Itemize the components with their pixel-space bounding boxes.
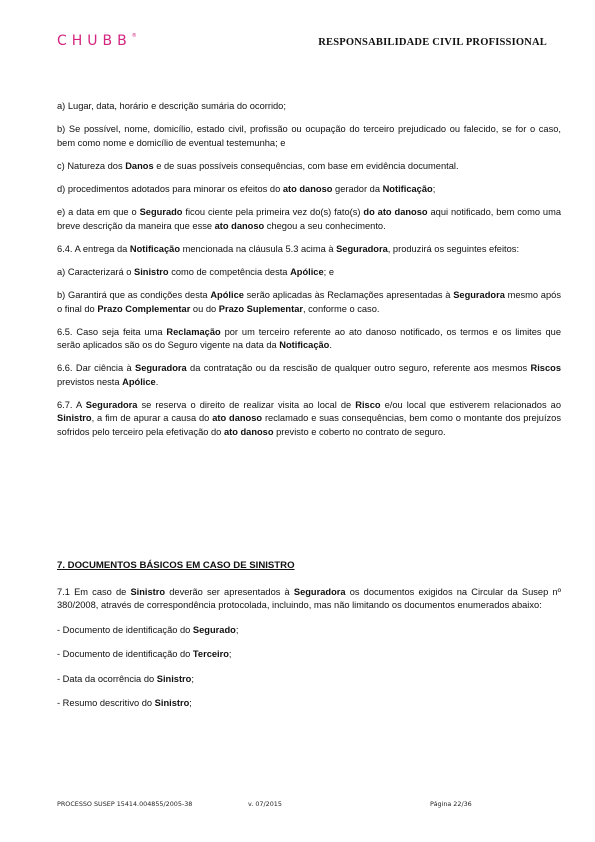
text-run: a) Lugar, data, horário e descrição sumária do ocorrido; [57,101,286,111]
text-run: b) Se possível, nome, domicílio, estado civil, profissão ou ocupação do terceiro prejudicado ou falecido, se for o caso, bem como nome e domicílio de eventual testemunha; e [57,124,561,148]
paragraph [57,243,561,256]
paragraph [57,100,561,113]
bold-term: Notificação [279,340,330,351]
bold-term: Risco [355,400,381,411]
bold-term: Apólice [210,290,244,301]
bold-term: Sinistro [57,413,92,424]
paragraph [57,206,561,233]
text-run: mencionada na cláusula 5.3 acima à [180,243,337,254]
bold-term: Sinistro [156,673,192,684]
text-run: b) Garantirá que as condições desta [57,290,211,301]
section-title: 7. DOCUMENTOS BÁSICOS EM CASO DE SINISTRO [57,560,295,571]
text-run: os documentos exigidos na Circular da Susep nº 380/2008, através de correspondência protocolada, incluindo, mas não limitando os documentos enumerados abaixo: [57,587,561,611]
section-body-text [57,586,561,721]
paragraph [57,326,561,353]
bold-term: Apólice [122,376,156,387]
text-run: gerador da [332,184,383,195]
bold-term: Seguradora [336,243,388,254]
bold-term: Sinistro [134,267,169,278]
bold-term: ato danoso [282,184,333,195]
text-run: se reserva o direito de realizar visita ao local de [137,400,356,411]
text-run: e de suas possíveis consequências, com base em evidência documental. [153,160,459,171]
paragraph [57,362,561,389]
bold-term: Seguradora [85,400,138,411]
footer-version: v. 07/2015 [248,800,282,808]
text-run: ; [228,649,232,660]
text-run: 7.1 Em caso de [57,587,131,597]
document-title: RESPONSABILIDADE CIVIL PROFISSIONAL [318,37,547,48]
bold-term: do ato danoso [363,207,428,218]
bold-term: Prazo Suplementar [218,303,303,314]
paragraph [57,673,561,686]
text-run: ; [189,698,192,709]
paragraph [57,160,561,173]
logo-trademark: ® [131,33,137,39]
bold-term: Terceiro [192,649,229,660]
paragraph [57,266,561,279]
paragraph [57,183,561,196]
logo-text: CHUBB [57,33,132,49]
bold-term: ato danoso [212,413,263,424]
text-run: ficou ciente pela primeira vez do(s) fato(s) [182,207,364,218]
text-run: como de competência desta [168,267,291,278]
text-run: previsto e coberto no contrato de seguro. [273,426,446,437]
footer-process: PROCESSO SUSEP 15414.004855/2005-38 [57,800,193,808]
bold-term: Danos [125,160,154,171]
text-run: . [155,376,159,387]
paragraph [57,289,561,316]
text-run: chegou a seu conhecimento. [264,220,386,231]
bold-term: Reclamação [166,326,221,337]
text-run: a) Caracterizará o [57,267,134,278]
text-run: mesmo após o final do [57,290,561,314]
bold-term: Riscos [530,363,561,374]
text-run: 6.4. A entrega da [57,243,130,254]
text-run: . [329,340,332,351]
bold-term: Seguradora [293,587,346,597]
text-run: - Documento de identificação do [57,624,193,635]
text-run: c) Natureza dos [57,160,126,171]
text-run: da contratação ou da rescisão de qualquer outro seguro, referente aos mesmos [186,363,531,374]
paragraph [57,648,561,661]
text-run: d) procedimentos adotados para minorar os efeitos do [57,184,283,195]
text-run: 6.5. Caso seja feita uma [57,326,167,337]
text-run: ; e [323,267,334,278]
text-run: - Resumo descritivo do [57,698,155,709]
text-run: previstos nesta [57,376,123,387]
bold-term: Sinistro [130,587,166,597]
bold-term: Segurado [139,207,183,218]
bold-term: ato danoso [214,220,265,231]
text-run: e/ou local que estiverem relacionados ao [380,400,561,411]
bold-term: Notificação [129,243,181,254]
text-run: 6.7. A [57,400,86,411]
text-run: , a fim de apurar a causa do [91,413,213,424]
bold-term: Seguradora [135,363,187,374]
bold-term: Apólice [290,267,324,278]
footer-page-number: Página 22/36 [430,800,472,808]
text-run: aqui notificado, bem como uma breve descrição da maneira que esse [57,207,561,231]
text-run: - Data da ocorrência do [57,673,157,684]
paragraph [57,586,561,613]
text-run: ; [432,184,436,195]
text-run: - Documento de identificação do [57,649,193,660]
text-run: , produzirá os seguintes efeitos: [387,243,520,254]
bold-term: Prazo Complementar [97,303,191,314]
paragraph [57,624,561,637]
bold-term: Seguradora [453,290,505,301]
text-run: 6.6. Dar ciência à [57,363,135,374]
text-run: ou do [190,303,219,314]
bold-term: Notificação [382,184,433,195]
text-run: por um terceiro referente ao ato danoso notificado, os termos e os limites que serão aplicados são os do Seguro vigente na data da [57,326,561,351]
paragraph [57,123,561,150]
text-run: reclamado e suas consequências, bem como o montante dos prejuízos sofridos pelo terceiro pela efetivação do [57,413,561,437]
paragraph [57,697,561,710]
text-run: serão aplicadas às Reclamações apresentadas à [243,290,454,301]
paragraph [57,399,561,439]
text-run: ; [191,673,194,684]
text-run: ; [235,624,239,635]
text-run: deverão ser apresentados à [165,587,294,597]
text-run: , conforme o caso. [302,303,380,314]
bold-term: Sinistro [154,698,190,709]
text-run: e) a data em que o [57,207,140,218]
body-text [57,100,561,449]
chubb-logo [57,33,137,49]
bold-term: ato danoso [223,426,274,437]
bold-term: Segurado [192,624,236,635]
